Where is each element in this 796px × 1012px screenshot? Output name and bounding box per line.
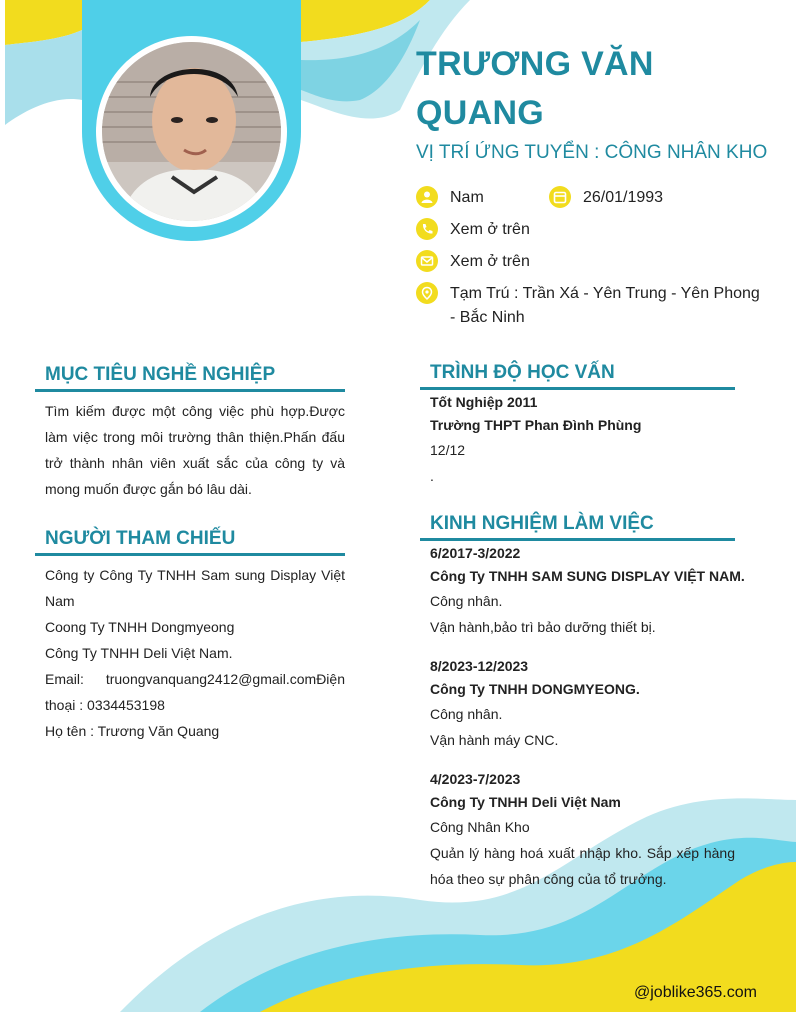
education-note: .: [430, 468, 434, 484]
email-value: Xem ở trên: [450, 253, 530, 270]
birthdate-value: 26/01/1993: [583, 189, 664, 206]
job-company: Công Ty TNHH SAM SUNG DISPLAY VIỆT NAM.: [430, 568, 745, 584]
gender-row: [416, 186, 484, 210]
address-row: [416, 282, 766, 330]
job-role: Công Nhân Kho: [430, 819, 530, 835]
reference-line-2: Coong Ty TNHH Dongmyeong: [45, 619, 235, 635]
education-school: Trường THPT Phan Đình Phùng: [430, 417, 642, 433]
envelope-icon: [416, 250, 438, 272]
phone-icon: [416, 218, 438, 240]
job-period: 6/2017-3/2022: [430, 545, 521, 561]
references-divider: [35, 553, 345, 556]
references-title: NGƯỜI THAM CHIẾU: [45, 528, 236, 549]
career-goal-title: MỤC TIÊU NGHỀ NGHIỆP: [45, 364, 276, 385]
job-company: Công Ty TNHH Deli Việt Nam: [430, 794, 621, 810]
phone-row: [416, 218, 530, 242]
address-value: Tạm Trú : Trần Xá - Yên Trung - Yên Phong - Bắc Ninh: [450, 285, 760, 326]
user-icon: [416, 186, 438, 208]
gender-value: Nam: [450, 189, 484, 206]
avatar-photo: [102, 42, 281, 221]
education-grade: 12/12: [430, 442, 466, 458]
education-degree: Tốt Nghiệp 2011: [430, 394, 538, 410]
experience-divider: [420, 538, 735, 541]
applied-position: VỊ TRÍ ỨNG TUYỂN : CÔNG NHÂN KHO: [416, 142, 768, 163]
calendar-icon: [549, 186, 571, 208]
reference-line-3: Công Ty TNHH Deli Việt Nam.: [45, 645, 233, 661]
job-period: 8/2023-12/2023: [430, 658, 529, 674]
reference-company: Công ty Công Ty TNHH Sam sung Display Việt Nam: [45, 567, 345, 609]
career-goal-text: Tìm kiếm được một công việc phù hợp.Được làm việc trong môi trường thân thiện.Phấn đấu trở thành nhân viên xuất sắc của công ty và mong muốn được gắn bó lâu dài.: [45, 403, 345, 497]
avatar: [96, 36, 287, 227]
location-pin-icon: [416, 282, 438, 304]
birthdate-row: [549, 186, 663, 210]
reference-email-phone: Email: truongvanquang2412@gmail.comĐiện thoại : 0334453198: [45, 671, 345, 713]
career-goal-divider: [35, 389, 345, 392]
job-description: Vận hành,bảo trì bảo dưỡng thiết bị.: [430, 619, 656, 635]
job-description: Quản lý hàng hoá xuất nhập kho. Sắp xếp hàng hóa theo sự phân công của tổ trưởng.: [430, 845, 735, 887]
job-period: 4/2023-7/2023: [430, 771, 521, 787]
phone-value: Xem ở trên: [450, 221, 530, 238]
footer-brand: @joblike365.com: [634, 984, 757, 1001]
job-company: Công Ty TNHH DONGMYEONG.: [430, 681, 640, 697]
education-title: TRÌNH ĐỘ HỌC VẤN: [430, 362, 615, 383]
experience-title: KINH NGHIỆM LÀM VIỆC: [430, 513, 654, 534]
education-divider: [420, 387, 735, 390]
reference-name: Họ tên : Trương Văn Quang: [45, 723, 220, 739]
candidate-name: TRƯƠNG VĂN QUANG: [416, 45, 654, 132]
email-row: [416, 250, 530, 274]
job-role: Công nhân.: [430, 706, 503, 722]
job-description: Vận hành máy CNC.: [430, 732, 559, 748]
job-role: Công nhân.: [430, 593, 503, 609]
